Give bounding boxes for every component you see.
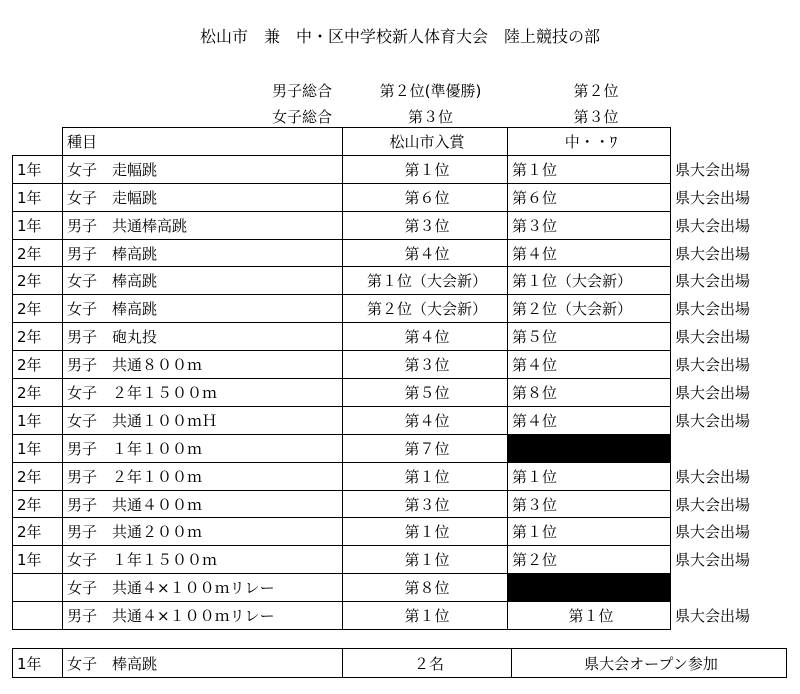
note-cell xyxy=(671,574,786,602)
city-result-cell: 第４位 xyxy=(343,323,508,351)
city-result-cell: 第５位 xyxy=(343,379,508,407)
city-result-cell: 第１位 xyxy=(343,602,508,630)
event-cell: 女子 共通４×１００ｍリレー xyxy=(63,574,343,602)
table-row xyxy=(13,649,787,678)
grade-cell: 2年 xyxy=(13,239,63,267)
table-row xyxy=(13,379,786,407)
event-cell: 女子 走幅跳 xyxy=(63,155,343,183)
event-cell: 男子 砲丸投 xyxy=(63,323,343,351)
header-district: 中・・ﾜ xyxy=(508,128,671,156)
grade-cell: 1年 xyxy=(13,211,63,239)
table-row xyxy=(13,546,786,574)
redacted-cell xyxy=(508,434,671,462)
header-event: 種目 xyxy=(63,128,343,156)
event-cell: 男子 １年１００ｍ xyxy=(63,434,343,462)
grade-cell: 2年 xyxy=(13,267,63,295)
district-result-cell: 第４位 xyxy=(508,239,671,267)
grade-cell: 1年 xyxy=(13,183,63,211)
grade-cell xyxy=(13,602,63,630)
city-result-cell: 第１位 xyxy=(343,518,508,546)
event-cell: 女子 棒高跳 xyxy=(63,295,343,323)
grade-cell: 1年 xyxy=(13,546,63,574)
table-row xyxy=(13,406,786,434)
district-result-cell: 第４位 xyxy=(508,351,671,379)
table-row xyxy=(13,351,786,379)
district-result-cell: 第１位 xyxy=(508,518,671,546)
event-cell: 女子 共通１００ｍＨ xyxy=(63,406,343,434)
district-result-cell: 第４位 xyxy=(508,406,671,434)
district-result-cell: 第８位 xyxy=(508,379,671,407)
event-cell: 女子 １年１５００ｍ xyxy=(63,546,343,574)
city-result-cell: 第３位 xyxy=(343,490,508,518)
district-result-cell: 第２位 xyxy=(508,546,671,574)
note-cell xyxy=(671,434,786,462)
event-cell: 女子 走幅跳 xyxy=(63,183,343,211)
event-cell: 男子 ２年１００ｍ xyxy=(63,462,343,490)
redacted-cell xyxy=(508,574,671,602)
event-cell: 男子 共通８００ｍ xyxy=(63,351,343,379)
grade-cell xyxy=(13,574,63,602)
grade-cell: 1年 xyxy=(13,434,63,462)
grade-cell: 2年 xyxy=(13,462,63,490)
summary-district-result: 第２位 xyxy=(573,82,619,100)
summary-district-result: 第３位 xyxy=(573,108,619,126)
note-cell: 県大会オープン参加 xyxy=(512,649,787,678)
page-title: 松山市 兼 中・区中学校新人体育大会 陸上競技の部 xyxy=(199,27,600,46)
city-result-cell: 第７位 xyxy=(343,434,508,462)
city-result-cell: 第４位 xyxy=(343,239,508,267)
district-result-cell: 第６位 xyxy=(508,183,671,211)
city-result-cell: 第１位（大会新） xyxy=(343,267,508,295)
summary-row-boys xyxy=(0,77,800,103)
table-row xyxy=(13,155,786,183)
grade-cell: 2年 xyxy=(13,323,63,351)
table-row xyxy=(13,295,786,323)
note-cell: 県大会出場 xyxy=(675,467,751,486)
city-result-cell: 第２位（大会新） xyxy=(343,295,508,323)
event-cell: 女子 棒高跳 xyxy=(63,267,343,295)
event-cell: 男子 共通４００ｍ xyxy=(63,490,343,518)
note-cell: 県大会出場 xyxy=(675,300,751,319)
district-result-cell: 第１位 xyxy=(508,602,671,630)
summary-city-result: 第２位(準優勝) xyxy=(379,82,482,100)
note-cell: 県大会出場 xyxy=(675,160,751,179)
district-result-cell: 第１位 xyxy=(508,155,671,183)
table-row xyxy=(13,267,786,295)
grade-cell: 2年 xyxy=(13,490,63,518)
table-row xyxy=(13,574,786,602)
city-result-cell: 第１位 xyxy=(343,462,508,490)
event-cell: 男子 共通棒高跳 xyxy=(63,211,343,239)
city-result-cell: 第３位 xyxy=(343,351,508,379)
summary-row-girls xyxy=(0,103,800,129)
city-result-cell: 第６位 xyxy=(343,183,508,211)
note-cell: 県大会出場 xyxy=(675,216,751,235)
header-note-cell xyxy=(671,128,786,156)
city-result-cell: 第３位 xyxy=(343,211,508,239)
note-cell: 県大会出場 xyxy=(675,328,751,347)
note-cell: 県大会出場 xyxy=(675,551,751,570)
note-cell: 県大会出場 xyxy=(675,272,751,291)
event-cell: 女子 ２年１５００ｍ xyxy=(63,379,343,407)
grade-cell: 1年 xyxy=(13,649,63,678)
grade-cell: 1年 xyxy=(13,155,63,183)
note-cell: 県大会出場 xyxy=(675,495,751,514)
note-cell: 県大会出場 xyxy=(675,356,751,375)
table-row xyxy=(13,211,786,239)
table-row xyxy=(13,183,786,211)
city-result-cell: 第１位 xyxy=(343,546,508,574)
note-cell: 県大会出場 xyxy=(675,188,751,207)
event-cell: 男子 棒高跳 xyxy=(63,239,343,267)
note-cell: 県大会出場 xyxy=(675,244,751,263)
table-row xyxy=(13,434,786,462)
city-result-cell: 第４位 xyxy=(343,406,508,434)
district-result-cell: 第５位 xyxy=(508,323,671,351)
count-cell: ２名 xyxy=(343,649,512,678)
district-result-cell: 第１位 xyxy=(508,462,671,490)
summary-city-result: 第３位 xyxy=(407,108,453,126)
district-result-cell: 第３位 xyxy=(508,490,671,518)
grade-cell: 2年 xyxy=(13,379,63,407)
summary-label: 女子総合 xyxy=(272,108,333,126)
district-result-cell: 第１位（大会新） xyxy=(508,267,671,295)
note-cell: 県大会出場 xyxy=(675,411,751,430)
header-city: 松山市入賞 xyxy=(343,128,508,156)
note-cell: 県大会出場 xyxy=(675,383,751,402)
table-row xyxy=(13,239,786,267)
results-table xyxy=(12,127,786,630)
grade-cell: 1年 xyxy=(13,406,63,434)
open-participation-table xyxy=(12,648,787,678)
note-cell: 県大会出場 xyxy=(675,607,751,626)
table-row xyxy=(13,323,786,351)
city-result-cell: 第１位 xyxy=(343,155,508,183)
table-row xyxy=(13,602,786,630)
district-result-cell: 第３位 xyxy=(508,211,671,239)
grade-cell: 2年 xyxy=(13,518,63,546)
table-row xyxy=(13,462,786,490)
summary-label: 男子総合 xyxy=(272,82,333,100)
event-cell: 男子 共通４×１００ｍリレー xyxy=(63,602,343,630)
table-row xyxy=(13,518,786,546)
district-result-cell: 第２位（大会新） xyxy=(508,295,671,323)
grade-cell: 2年 xyxy=(13,295,63,323)
table-row xyxy=(13,490,786,518)
header-grade-cell xyxy=(13,128,63,156)
table-header-row xyxy=(13,128,786,156)
event-cell: 女子 棒高跳 xyxy=(63,649,343,678)
grade-cell: 2年 xyxy=(13,351,63,379)
city-result-cell: 第８位 xyxy=(343,574,508,602)
event-cell: 男子 共通２００ｍ xyxy=(63,518,343,546)
note-cell: 県大会出場 xyxy=(675,523,751,542)
